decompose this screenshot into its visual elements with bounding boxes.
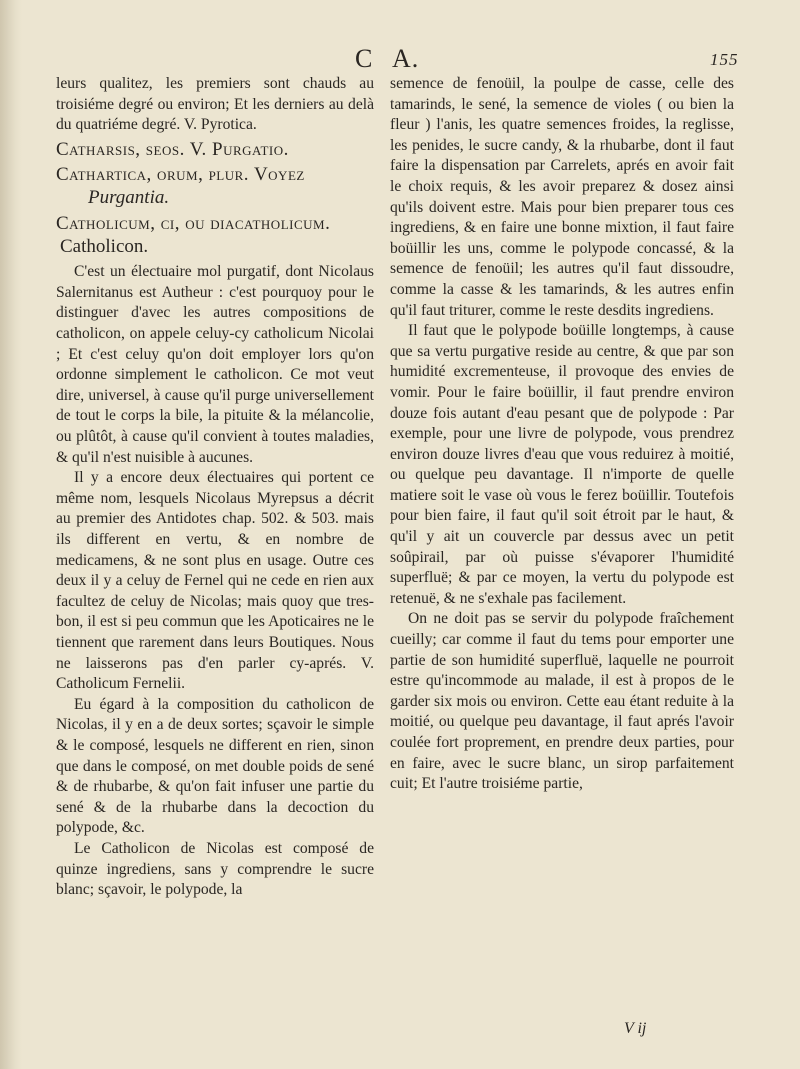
paragraph: semence de fenoüil, la poulpe de casse, celle des tamarinds, le sené, la semence de violes ( ou bien la fleur ) l'anis, les quatre semences froides, la reglisse, les penides, le sucre candy, & la rhubarbe, dont il faut faire la dispensation par Carrelets, aprés en avoir fait le choix requis, & les avoir preparez & dosez ainsi qu'ils doivent estre. Mais pour bien preparer tous ces ingrediens, & en faire une bonne mixtion, il faut faire boüillir les uns, comme le polypode concassé, & la semence de fenoüil; les autres qu'il faut dissoudre, comme la casse & les tamarinds, & les autres enfin qu'il faut triturer, comme le reste desdits ingrediens. xyxy=(390,75,734,319)
right-column xyxy=(390,74,734,795)
signature-mark: V ij xyxy=(624,1020,647,1037)
entry-catharsis: Catharsis, seos. V. Purgatio. xyxy=(56,138,289,160)
paragraph: On ne doit pas se servir du polypode fraîchement cueilly; car comme il faut du tems pour emporter une partie de son humidité superfluë, laquelle ne pourroit estre qu'incommode au malade, il est à propos de le garder six mois ou environ. Cette eau étant reduite à la moitié, ou quelque peu davantage, il faut aprés l'avoir coulée fort proprement, en prendre deux parties, pour en faire, avec le sucre blanc, un sirop parfaitement cuit; Et l'autre troisiéme partie, xyxy=(390,610,734,793)
entry-cathartica-ref: Purgantia. xyxy=(88,186,170,208)
paragraph: C'est un électuaire mol purgatif, dont Nicolaus Salernitanus est Autheur : c'est pourquoy pour le distinguer d'avec les autres compositions de catholicon, on appele celuy-cy catholicum Nicolai ; Et c'est celuy qu'on doit employer lors qu'on ordonne simplement le catholicon. Ce mot veut dire, universel, à cause qu'il purge universellement de tout le corps la bile, la pituite & la mélancolie, ou plûtôt, à cause qu'il convient à toutes maladies, & qu'il n'est nuisible à aucunes. xyxy=(56,263,374,466)
entry-cathartica: Cathartica, orum, plur. Voyez xyxy=(56,164,305,186)
paragraph: Il y a encore deux électuaires qui portent ce même nom, lesquels Nicolaus Myrepsus a décrit au premier des Antidotes chap. 502. & 503. mais ils different en vertu, & en nombre de medicamens, & ne sont plus en usage. Outre ces deux il y a celuy de Fernel qui ne cede en rien aux facultez de celuy de Nicolas; mais quoy que tres-bon, il est si peu commun que les Apoticaires ne le tiennent que rarement dans leurs Boutiques. Nous ne laisserons pas d'en parler cy-aprés. V. Catholicum Fernelii. xyxy=(56,469,374,693)
running-header xyxy=(0,44,800,76)
entry-catholicum: Catholicum, ci, ou diacatholicum. xyxy=(56,212,331,234)
page-number: 155 xyxy=(710,50,739,69)
paragraph: Le Catholicon de Nicolas est composé de quinze ingrediens, sans y comprendre le sucre blanc; sçavoir, le polypode, la xyxy=(56,839,374,899)
page-gutter-shadow xyxy=(0,0,22,1069)
header-letter-a: A. xyxy=(392,44,420,73)
left-column xyxy=(56,74,374,901)
paragraph: Il faut que le polypode boüille longtemps, à cause que sa vertu purgative reside au centre, & que par son humidité excrementeuse, il provoque des envies de vomir. Pour le faire boüillir, il faut prendre environ douze fois autant d'eau pesant que de polypode : Par exemple, pour une livre de polypode, vous prendrez environ douze livres d'eau que vous reduirez à moitié, ou quelque peu davantage. Il n'importe de quelle matiere soit le vase où vous le ferez boüillir. Toutefois pour bien faire, il faut qu'il soit étroit par le haut, & qu'il y ait un couvercle par dessus avec un petit soûpirail, par où puisse s'évaporer l'humidité superfluë; & par ce moyen, la vertu du polypode est retenuë, & ne s'exhale pas facilement. xyxy=(390,322,734,607)
header-letter-c: C xyxy=(355,44,374,73)
paragraph: Eu égard à la composition du catholicon de Nicolas, il y en a de deux sortes; sçavoir le simple & le composé, lesquels ne different en rien, sinon que dans le composé, on met double poids de sené & de rhubarbe, & qu'on fait infuser une partie du sené & de la rhubarbe dans la decoction du polypode, &c. xyxy=(56,695,374,837)
entry-catholicum-translation: Catholicon. xyxy=(60,236,149,258)
continued-text: leurs qualitez, les premiers sont chauds au troisiéme degré ou environ; Et les derniers au delà du quatriéme degré. V. Pyrotica. xyxy=(56,75,374,134)
